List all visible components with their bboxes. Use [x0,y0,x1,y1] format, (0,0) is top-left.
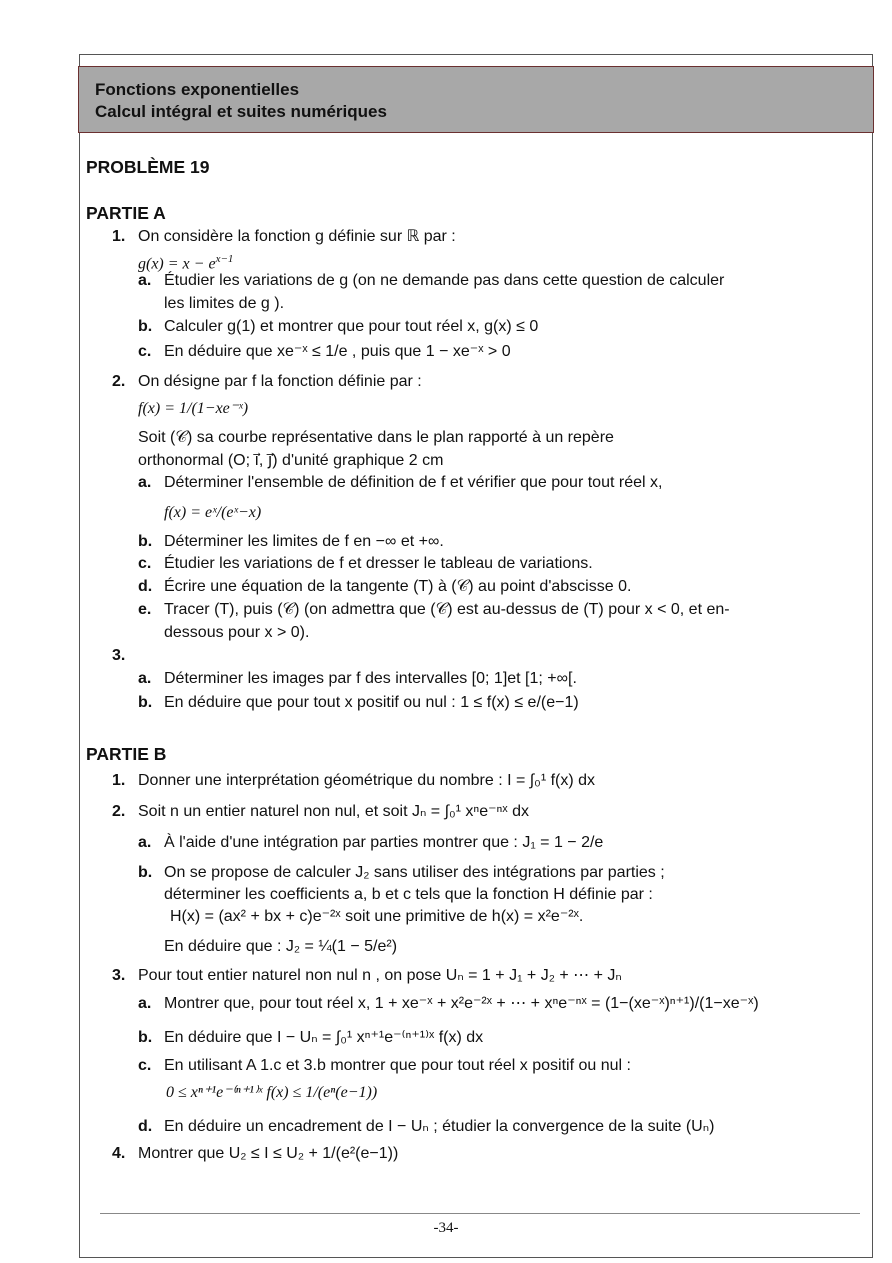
partB-q3c-text: En utilisant A 1.c et 3.b montrer que pour tout réel x positif ou nul : [164,1057,631,1074]
partB-title: PARTIE B [86,744,167,764]
partA-q2-text: On désigne par f la fonction définie par : [138,373,422,390]
footer-rule [100,1213,860,1214]
partB-q4: 4. Montrer que U₂ ≤ I ≤ U₂ + 1/(e²(e−1)) [112,1145,399,1162]
problem-title: PROBLÈME 19 [86,157,210,177]
partB-q4-text: Montrer que U₂ ≤ I ≤ U₂ + 1/(e²(e−1)) [138,1145,399,1162]
partA-q2a-text: Déterminer l'ensemble de définition de f et vérifier que pour tout réel x, [164,474,663,491]
partB-q3-text: Pour tout entier naturel non nul n , on pose Uₙ = 1 + J₁ + J₂ + ⋯ + Jₙ [138,967,622,984]
partA-q2: 2. On désigne par f la fonction définie par : [112,373,422,390]
partA-title: PARTIE A [86,203,166,223]
partA-q2d: d. Écrire une équation de la tangente (T) à (𝒞) au point d'abscisse 0. [138,578,632,595]
partA-q2e-text: Tracer (T), puis (𝒞) (on admettra que (𝒞) est au-dessus de (T) pour x < 0, et en- [164,601,730,618]
partA-q1-formula-text: g(x) = x − e [138,255,216,273]
partA-q3a-text: Déterminer les images par f des intervalles [0; 1]et [1; +∞[. [164,670,577,687]
partA-q2-text2: orthonormal (O; i⃗, j⃗) d'unité graphique 2 cm [138,452,444,469]
partA-q1c-text: En déduire que xe⁻ˣ ≤ 1/e , puis que 1 − xe⁻ˣ > 0 [164,343,511,360]
partB-q2a-text: À l'aide d'une intégration par parties montrer que : J₁ = 1 − 2/e [164,834,604,851]
partB-q1: 1. Donner une interprétation géométrique du nombre : I = ∫₀¹ f(x) dx [112,772,596,789]
partB-q3b-text: En déduire que I − Uₙ = ∫₀¹ xⁿ⁺¹e⁻⁽ⁿ⁺¹⁾ˣ f(x) dx [164,1029,484,1046]
partA-q3a: a. Déterminer les images par f des intervalles [0; 1]et [1; +∞[. [138,670,577,687]
page-number: -34- [433,1220,459,1236]
partB-q2-text: Soit n un entier naturel non nul, et soit Jₙ = ∫₀¹ xⁿe⁻ⁿˣ dx [138,803,529,820]
partA-q2a: a. Déterminer l'ensemble de définition de f et vérifier que pour tout réel x, [138,474,663,491]
partA-q2-formula: f(x) = 1/(1−xe⁻ˣ) [138,400,249,417]
partA-q3: 3. [112,647,126,664]
partA-q1-formula-exp: x−1 [215,253,234,265]
partA-q1a-cont: les limites de g ). [164,295,285,312]
partB-q2b-3: H(x) = (ax² + bx + c)e⁻²ˣ soit une primitive de h(x) = x²e⁻²ˣ. [170,908,584,925]
partA-q2-text1: Soit (𝒞) sa courbe représentative dans le plan rapporté à un repère [138,429,614,446]
partA-q1b-text: Calculer g(1) et montrer que pour tout réel x, g(x) ≤ 0 [164,318,539,335]
partA-q1: 1. On considère la fonction g définie sur ℝ par : [112,228,456,245]
partB-q3d: d. En déduire un encadrement de I − Uₙ ; étudier la convergence de la suite (Uₙ) [138,1118,715,1135]
partA-q2e: e. Tracer (T), puis (𝒞) (on admettra que (𝒞) est au-dessus de (T) pour x < 0, et en- [138,601,730,618]
partB-q3a: a. Montrer que, pour tout réel x, 1 + xe⁻ˣ + x²e⁻²ˣ + ⋯ + xⁿe⁻ⁿˣ = (1−(xe⁻ˣ)ⁿ⁺¹)/(1−xe⁻ˣ) [138,995,759,1012]
partA-q2a-formula: f(x) = eˣ/(eˣ−x) [164,504,262,521]
partB-q2b: b. On se propose de calculer J₂ sans utiliser des intégrations par parties ; [138,864,665,881]
partB-q2b-4: En déduire que : J₂ = ¼(1 − 5/e²) [164,938,398,955]
partB-q2: 2. Soit n un entier naturel non nul, et soit Jₙ = ∫₀¹ xⁿe⁻ⁿˣ dx [112,803,529,820]
partA-q3b-text: En déduire que pour tout x positif ou nul : 1 ≤ f(x) ≤ e/(e−1) [164,694,579,711]
partA-q1b: b. Calculer g(1) et montrer que pour tout réel x, g(x) ≤ 0 [138,318,539,335]
partA-q3b: b. En déduire que pour tout x positif ou nul : 1 ≤ f(x) ≤ e/(e−1) [138,694,579,711]
partB-q2a: a. À l'aide d'une intégration par parties montrer que : J₁ = 1 − 2/e [138,834,604,851]
partA-q2b-text: Déterminer les limites de f en −∞ et +∞. [164,533,444,550]
partA-q2c: c. Étudier les variations de f et dresser le tableau de variations. [138,555,593,572]
partB-q2b-text: On se propose de calculer J₂ sans utiliser des intégrations par parties ; [164,864,665,881]
chapter-title-line2: Calcul intégral et suites numériques [95,102,387,121]
partA-q1a-text: Étudier les variations de g (on ne demande pas dans cette question de calculer [164,272,725,289]
partA-q2b: b. Déterminer les limites de f en −∞ et +∞. [138,533,444,550]
partA-q1c: c. En déduire que xe⁻ˣ ≤ 1/e , puis que 1 − xe⁻ˣ > 0 [138,343,511,360]
partB-q3c: c. En utilisant A 1.c et 3.b montrer que pour tout réel x positif ou nul : [138,1057,631,1074]
chapter-title-line1: Fonctions exponentielles [95,80,300,99]
chapter-banner [78,66,874,133]
partA-q2c-text: Étudier les variations de f et dresser le tableau de variations. [164,555,593,572]
partA-q1-text: On considère la fonction g définie sur ℝ par : [138,228,456,245]
partA-q2e-cont: dessous pour x > 0). [164,624,310,641]
partB-q1-text: Donner une interprétation géométrique du nombre : I = ∫₀¹ f(x) dx [138,772,596,789]
partB-q2b-2: déterminer les coefficients a, b et c tels que la fonction H définie par : [164,886,653,903]
partB-q3a-text: Montrer que, pour tout réel x, 1 + xe⁻ˣ + x²e⁻²ˣ + ⋯ + xⁿe⁻ⁿˣ = (1−(xe⁻ˣ)ⁿ⁺¹)/(1−xe⁻ˣ) [164,995,759,1012]
partA-q1a: a. Étudier les variations de g (on ne demande pas dans cette question de calculer [138,272,725,289]
partB-q3c-formula: 0 ≤ xⁿ⁺¹e⁻⁽ⁿ⁺¹⁾ˣ f(x) ≤ 1/(eⁿ(e−1)) [166,1084,378,1101]
partA-q2d-text: Écrire une équation de la tangente (T) à (𝒞) au point d'abscisse 0. [164,578,632,595]
partB-q3: 3. Pour tout entier naturel non nul n , on pose Uₙ = 1 + J₁ + J₂ + ⋯ + Jₙ [112,967,622,984]
partB-q3b: b. En déduire que I − Uₙ = ∫₀¹ xⁿ⁺¹e⁻⁽ⁿ⁺¹⁾ˣ f(x) dx [138,1029,484,1046]
partB-q3d-text: En déduire un encadrement de I − Uₙ ; étudier la convergence de la suite (Uₙ) [164,1118,715,1135]
